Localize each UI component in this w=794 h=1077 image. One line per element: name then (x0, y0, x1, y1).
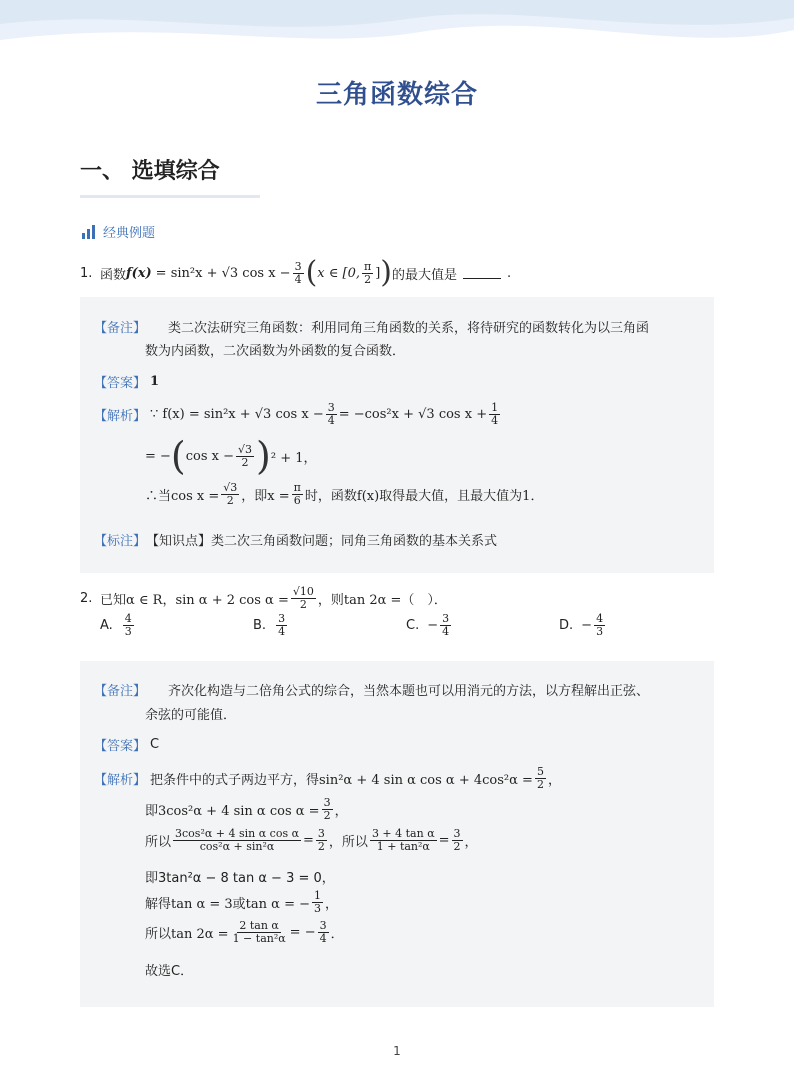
answer-row (94, 372, 159, 391)
answer-tag: 【答案】 (94, 376, 147, 391)
solution-row-2: 即3cos²α + 4 sin α cos α = $\frac{3}{2}$ ， (145, 796, 348, 822)
question-stem: 函数 (100, 267, 127, 283)
mark-row (94, 530, 497, 549)
solution-row-2: = − ( cos x − $\frac{√3}{2}$ ) ² + 1， (145, 434, 317, 478)
answer-tag: 【答案】 (94, 739, 147, 754)
page-title: 三角函数综合 (315, 80, 478, 110)
question-2: 2. 已知α ∈ R，sin α + 2 cos α = $\frac{√10}{2}$ ，则tan 2α =（ ）． (80, 585, 447, 611)
note-tag: 【备注】 (94, 321, 147, 336)
question-stem: 已知α ∈ R，sin α + 2 cos α = (100, 592, 289, 608)
page-number: 1 (393, 1044, 401, 1058)
math-expression: = sin²x + √3 cos x − (155, 265, 291, 281)
option-c[interactable]: C. − $\frac{3}{4}$ (406, 612, 450, 638)
solution-tag: 【解析】 (94, 408, 147, 424)
solution-row-3: 所以 $\frac{\text{3cos²α + 4 sin α cos α}}{\text{cos²α + sin²α}}$ = $\frac{3}{2}$ ，所以 $\frac{\text{3 + 4 tan α}}{\text{1 + tan²α}}$ = $\frac{3}{2}$ ， (145, 827, 478, 853)
math-fx: f(x) (126, 265, 152, 281)
subsection-label: 经典例题 (103, 226, 156, 241)
bar-chart-icon (82, 225, 95, 239)
note-text-2: 数为内函数，二次函数为外函数的复合函数． (145, 344, 406, 359)
note-text: 齐次化构造与二倍角公式的综合，当然本题也可以用消元的方法，以方程解出正弦、 (168, 684, 650, 699)
solution-row-4: 即3tan²α − 8 tan α − 3 = 0， (145, 871, 335, 886)
solution-row-6: 所以tan 2α = $\frac{\text{2 tan α}}{\text{1 − tan²α}}$ = − $\frac{3}{4}$ ． (145, 919, 344, 945)
note-text-2: 余弦的可能值． (145, 708, 237, 723)
option-a[interactable]: A. $\frac{4}{3}$ (100, 612, 132, 638)
header-wave-decoration (0, 0, 794, 60)
option-d[interactable]: D. − $\frac{4}{3}$ (559, 612, 604, 638)
fraction-pi: $\frac{\pi}{2}$ (363, 259, 372, 286)
subsection-heading (82, 222, 155, 241)
fraction: $\frac{3}{4}$ (294, 259, 302, 286)
solution-row-7: 故选C． (145, 964, 194, 979)
solution-tag: 【解析】 (94, 772, 147, 788)
solution-row-3: ∴当cos x = $\frac{√3}{2}$ ，即x = $\frac{\pi}{6}$ 时，函数f(x)取得最大值，且最大值为1． (145, 481, 544, 507)
question-stem-end: 的最大值是 (392, 267, 458, 283)
note-tag: 【备注】 (94, 684, 147, 699)
section-underline (80, 195, 260, 198)
question-number: 2. (80, 590, 93, 606)
answer-value: 1 (150, 374, 160, 389)
answer-blank[interactable] (463, 267, 501, 279)
solution-row-5: 解得tan α = 3或tan α = − $\frac{1}{3}$ ， (145, 889, 339, 915)
mark-tag: 【标注】 (94, 534, 147, 549)
solution-row-1: 【解析】 把条件中的式子两边平方，得sin²α + 4 sin α cos α + 4cos²α = $\frac{5}{2}$ ， (94, 765, 561, 791)
question-number: 1. (80, 265, 93, 281)
answer-row (94, 735, 159, 754)
note-row (94, 317, 649, 336)
note-text: 类二次法研究三角函数：利用同角三角函数的关系，将待研究的函数转化为以三角函 (168, 321, 650, 336)
section-heading: 一、 选填综合 (80, 159, 220, 184)
answer-value: C (150, 737, 160, 752)
solution-row-1: 【解析】 ∵ f(x) = sin²x + √3 cos x − $\frac{3}{4}$ = −cos²x + √3 cos x + $\frac{1}{4}$ (94, 401, 499, 427)
mark-text: 【知识点】类二次三角函数问题；同角三角函数的基本关系式 (146, 534, 498, 549)
question-1: 1. 函数 f(x) = sin²x + √3 cos x − $\frac{3}{4}$ ( x ∈ [0, $\frac{\pi}{2}$ ] ) 的最大值是 . (80, 255, 512, 290)
math-domain: x ∈ [0, (317, 265, 360, 281)
option-b[interactable]: B. $\frac{3}{4}$ (253, 612, 286, 638)
note-row (94, 680, 649, 699)
